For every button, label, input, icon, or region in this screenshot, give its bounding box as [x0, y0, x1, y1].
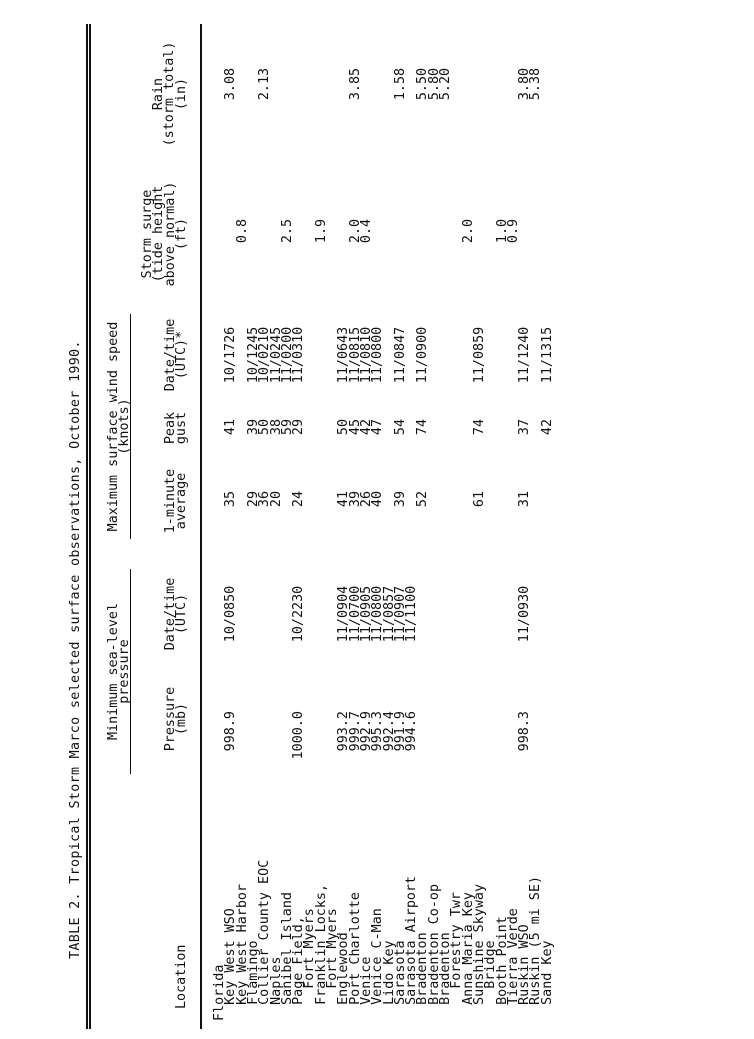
- header-wind-group-line1: Maximum surface wind speed: [106, 321, 121, 532]
- table-cell-loc: Venice C-Man: [370, 908, 386, 1021]
- table-cell-avg: 39: [347, 490, 363, 508]
- table-cell-p: 999.7: [347, 711, 363, 752]
- table-cell-wt: 11/0815: [347, 326, 363, 384]
- table-cell-pt: 11/0857: [381, 585, 397, 643]
- header-rain-line2: (storm total): [162, 41, 178, 147]
- table-cell-surge: 2.0: [460, 218, 476, 244]
- table-cell-gust: 42: [539, 418, 555, 436]
- table-cell-wt: 11/0900: [415, 326, 431, 384]
- header-wind-group: [108, 304, 131, 549]
- header-surge-line1: Storm surge: [140, 189, 155, 279]
- table-cell-surge: 2.5: [279, 218, 295, 244]
- table-cell-loc: Ruskin WSO: [517, 924, 533, 1021]
- table-cell-avg: 29: [245, 490, 261, 508]
- table-cell-loc: Englewood: [336, 932, 352, 1021]
- table-cell-p: 992.9: [358, 711, 374, 752]
- table-cell-gust: 29: [291, 418, 307, 436]
- table-cell-p: 995.3: [370, 711, 386, 752]
- header-pressure-group-line2: pressure: [117, 639, 133, 704]
- table-cell-wt: 11/0310: [291, 326, 307, 384]
- table-cell-loc: Venice: [358, 956, 374, 1021]
- table-cell-loc: Page Field,: [291, 916, 307, 1021]
- table-cell-rain: 3.08: [223, 67, 239, 101]
- table-cell-avg: 61: [471, 490, 487, 508]
- table-cell-loc: Key West WSO: [223, 908, 239, 1021]
- table-cell-p: 993.2: [336, 711, 352, 752]
- table-cell-loc: Bradenton: [415, 932, 431, 1021]
- table-cell-rain: 3.85: [347, 67, 363, 101]
- table-cell-loc: Fort Myers: [302, 908, 318, 1021]
- table-cell-loc: Florida: [212, 964, 227, 1021]
- header-pressure: [165, 664, 188, 774]
- table-cell-gust: 42: [358, 418, 374, 436]
- table-cell-rain: 5.50: [415, 67, 431, 101]
- table-cell-surge: 1.0: [494, 218, 510, 244]
- table-cell-loc: Sanibel Island: [279, 892, 295, 1021]
- table-cell-avg: 20: [268, 490, 284, 508]
- table-cell-surge: 1.9: [313, 218, 329, 244]
- top-double-rule-a: [86, 24, 88, 1029]
- table-cell-rain: 3.80: [517, 67, 533, 101]
- table-cell-loc: Ruskin (5 mi SE): [528, 875, 544, 1021]
- table-cell-gust: 50: [257, 418, 273, 436]
- table-cell-p: 994.6: [404, 711, 420, 752]
- table-cell-loc: Flamingo: [245, 940, 261, 1021]
- table-cell-rain: 5.80: [426, 67, 442, 101]
- table-cell-avg: 24: [291, 490, 307, 508]
- table-cell-pt: 11/1100: [404, 585, 420, 643]
- table-cell-p: 991.9: [392, 711, 408, 752]
- table-cell-wt: 11/0245: [268, 326, 284, 384]
- table-cell-gust: 74: [415, 418, 431, 436]
- header-pressure-group-line1: Minimum sea-level: [106, 602, 121, 741]
- header-wind-time: [165, 309, 188, 401]
- table-cell-loc: Forestry Twr: [449, 892, 465, 1021]
- table-cell-gust: 38: [268, 418, 284, 436]
- header-pressure-line2: (mb): [174, 702, 190, 736]
- table-cell-surge: 0.4: [358, 218, 374, 244]
- table-cell-wt: 11/0643: [336, 326, 352, 384]
- table-cell-avg: 36: [257, 490, 273, 508]
- table-cell-loc: Sand Key: [539, 940, 555, 1021]
- table-cell-loc: Sarasota: [392, 940, 408, 1021]
- header-pressure-time: [165, 564, 188, 664]
- header-avg-line1: 1-minute: [163, 468, 178, 534]
- table-cell-wt: 11/1240: [517, 326, 533, 384]
- header-pressure-group: [108, 569, 131, 774]
- table-cell-avg: 31: [517, 490, 533, 508]
- table-cell-pt: 11/0800: [370, 585, 386, 643]
- header-surge: [142, 169, 187, 299]
- table-cell-pt: 11/0905: [358, 585, 374, 643]
- table-cell-rain: 5.38: [528, 67, 544, 101]
- table-cell-avg: 41: [336, 490, 352, 508]
- header-bottom-rule: [200, 24, 202, 1029]
- table-cell-loc: Lido Key: [381, 940, 397, 1021]
- header-rain-line3: (in): [173, 77, 189, 111]
- table-cell-avg: 40: [370, 490, 386, 508]
- table-cell-loc: Franklin Locks,: [313, 883, 329, 1021]
- table-cell-pt: 10/2230: [291, 585, 307, 643]
- table-cell-pt: 11/0700: [347, 585, 363, 643]
- table-caption: TABLE 2. Tropical Storm Marco selected surface observations, October 1990.: [68, 340, 83, 959]
- table-cell-loc: Anna Maria Key: [460, 892, 476, 1021]
- table-cell-pt: 11/0907: [392, 585, 408, 643]
- table-cell-gust: 47: [370, 418, 386, 436]
- table-cell-loc: Sunshine Skyway: [471, 883, 487, 1021]
- table-cell-surge: 0.9: [505, 218, 521, 244]
- table-cell-rain: 1.58: [392, 67, 408, 101]
- header-location: [176, 945, 187, 1010]
- table-cell-wt: 10/1726: [223, 326, 239, 384]
- header-rain: [153, 29, 187, 159]
- table-cell-gust: 39: [245, 418, 261, 436]
- header-wind-time-line1: Date/time: [163, 318, 178, 392]
- table-cell-wt: 11/0859: [471, 326, 487, 384]
- table-cell-pt: 10/0850: [223, 585, 239, 643]
- table-cell-wt: 10/1245: [245, 326, 261, 384]
- header-pressure-time-line2: (UTC): [174, 593, 190, 635]
- table-cell-wt: 11/0847: [392, 326, 408, 384]
- header-gust-line2: gust: [174, 411, 190, 445]
- table-cell-rain: 2.13: [257, 67, 273, 101]
- table-cell-rain: 5.20: [438, 67, 453, 101]
- table-cell-wt: 11/0200: [279, 326, 295, 384]
- table-cell-loc: Bridge: [483, 940, 499, 1021]
- table-cell-gust: 74: [471, 418, 487, 436]
- header-pressure-line1: Pressure: [163, 686, 178, 752]
- header-avg-line2: average: [174, 472, 190, 530]
- table-cell-p: 998.9: [223, 711, 239, 752]
- table-cell-wt: 11/0800: [370, 326, 386, 384]
- table-cell-p: 1000.0: [291, 711, 307, 760]
- table-cell-loc: Sarasota Airport: [404, 875, 420, 1021]
- table-cell-wt: 11/0810: [358, 326, 374, 384]
- top-double-rule-b: [89, 24, 91, 1029]
- header-rain-line1: Rain: [151, 77, 166, 111]
- table-cell-loc: Booth Point: [494, 916, 510, 1021]
- table-cell-p: 998.3: [517, 711, 533, 752]
- header-avg: [165, 455, 188, 547]
- header-pressure-time-line1: Date/time: [163, 577, 178, 651]
- header-surge-line2: (tide height: [151, 185, 167, 283]
- table-cell-loc: Tierra Verde: [505, 908, 521, 1021]
- table-cell-avg: 52: [415, 490, 431, 508]
- table-cell-surge: 2.0: [347, 218, 363, 244]
- table-cell-gust: 37: [517, 418, 533, 436]
- table-cell-wt: 11/1315: [539, 326, 555, 384]
- header-gust: [165, 403, 188, 453]
- table-cell-avg: 35: [223, 490, 239, 508]
- table-cell-loc: Key West Harbor: [234, 883, 250, 1021]
- header-gust-line1: Peak: [163, 411, 178, 445]
- table-cell-wt: 10/0210: [257, 326, 273, 384]
- header-surge-line3: above normal): [162, 181, 178, 287]
- table-cell-pt: 11/0930: [517, 585, 533, 643]
- header-wind-time-line2: (UTC)*: [174, 330, 190, 380]
- table-cell-surge: 0.8: [234, 218, 250, 244]
- table-cell-loc: Bradenton: [438, 932, 453, 1021]
- header-surge-line4: (ft): [173, 217, 189, 251]
- table-cell-avg: 26: [358, 490, 374, 508]
- table-cell-avg: 39: [392, 490, 408, 508]
- table-cell-pt: 11/0904: [336, 585, 352, 643]
- table-cell-loc: Bradenton Co-op: [426, 883, 442, 1021]
- table-cell-loc: Collier County EOC: [257, 859, 273, 1021]
- table-cell-gust: 41: [223, 418, 239, 436]
- table-cell-gust: 45: [347, 418, 363, 436]
- table-cell-gust: 50: [336, 418, 352, 436]
- table-cell-loc: Fort Myers: [325, 908, 340, 1021]
- table-cell-p: 992.4: [381, 711, 397, 752]
- table-cell-loc: Naples: [268, 956, 284, 1021]
- header-location-label: Location: [174, 944, 189, 1009]
- table-cell-gust: 59: [279, 418, 295, 436]
- header-wind-group-line2: (knots): [117, 398, 133, 455]
- table-cell-loc: Port Charlotte: [347, 892, 363, 1021]
- table-cell-gust: 54: [392, 418, 408, 436]
